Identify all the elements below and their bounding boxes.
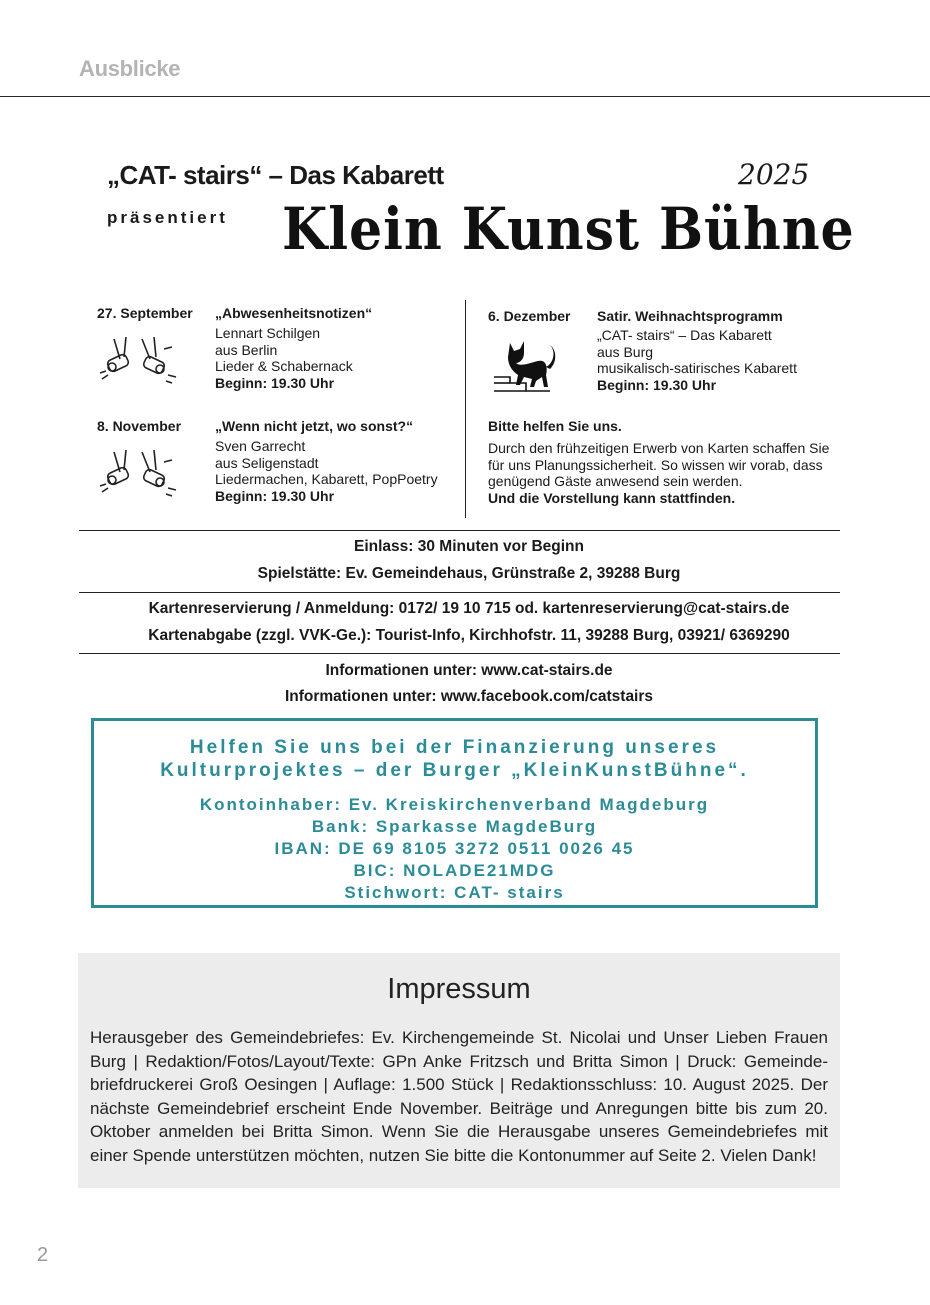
donation-headline-line-1: Helfen Sie uns bei der Finanzierung unseres	[189, 737, 720, 758]
event-1-time: Beginn: 19.30 Uhr	[215, 374, 335, 391]
help-text: Durch den frühzeitigen Erwerb von Karten schaffen Sie für uns Planungssicherheit. So wissen wir vorab, dass genügend Gäste anwesend sein werden.	[488, 440, 830, 489]
event-3-genre: musikalisch-satirisches Kabarett	[597, 360, 797, 376]
event-1-artist: Lennart Schilgen	[215, 325, 321, 341]
poster-year: 2025	[738, 158, 810, 191]
event-3-time: Beginn: 19.30 Uhr	[597, 376, 717, 393]
event-1-details	[215, 325, 353, 391]
presenter-name: „CAT- stairs“ – Das Kabarett	[107, 160, 444, 190]
event-3-details	[597, 327, 797, 393]
poster-title: Klein Kunst Bühne	[282, 195, 855, 263]
page-number: 2	[37, 1244, 49, 1266]
column-divider	[465, 300, 466, 518]
ticket-info: Kartenabgabe (zzgl. VVK-Ge.): Tourist-Info, Kirchhofstr. 11, 39288 Burg, 03921/ 6369290	[148, 627, 790, 644]
event-2-origin: aus Seligenstadt	[215, 454, 319, 471]
event-2-artist: Sven Garrecht	[215, 438, 306, 454]
event-3-artist: „CAT- stairs“ – Das Kabarett	[597, 327, 772, 343]
help-paragraph	[488, 440, 838, 506]
event-1-genre: Lieder & Schabernack	[215, 358, 353, 374]
donation-headline	[94, 736, 815, 782]
event-2-time: Beginn: 19.30 Uhr	[215, 487, 335, 504]
impressum-text: Herausgeber des Gemeindebriefes: Ev. Kirchengemeinde St. Nicolai und Unser Lieben Frauen Burg | Redaktion/Fotos/Layout/Texte: GPn Anke Fritzsch und Britta Simon | Druck: Gemeinde-briefdruckerei Groß Oesingen | Auflage: 1.500 Stück | Redaktionsschluss: 10. August 2025. Der nächste Gemeindebrief erscheint Ende November. Beiträge und Anregungen bitte bis zum 20. Oktober anmelden bei Britta Simon. Wenn Sie die Herausgabe unseres Gemeindebriefes mit einer Spende unterstützen möchten, nutzen Sie bitte die Kontonummer auf Seite 2. Vielen Dank!	[90, 1028, 828, 1165]
impressum-box	[78, 953, 840, 1188]
admission-info: Einlass: 30 Minuten vor Beginn	[354, 538, 584, 555]
keyword: Stichwort: CAT- stairs	[344, 883, 565, 902]
donation-headline-line-2: Kulturprojektes – der Burger „KleinKunstBühne“.	[160, 760, 749, 781]
bic: BIC: NOLADE21MDG	[353, 861, 556, 880]
event-1-date: 27. September	[97, 305, 193, 321]
account-holder: Kontoinhaber: Ev. Kreiskirchenverband Magdeburg	[199, 795, 710, 814]
help-heading: Bitte helfen Sie uns.	[488, 418, 622, 434]
event-2-title: „Wenn nicht jetzt, wo sonst?“	[215, 418, 414, 434]
cat-on-stairs-icon	[490, 337, 562, 400]
impressum-title: Impressum	[387, 973, 531, 1005]
venue-info: Spielstätte: Ev. Gemeindehaus, Grünstraße 2, 39288 Burg	[257, 565, 681, 582]
event-1-title: „Abwesenheitsnotizen“	[215, 305, 373, 321]
event-2-date: 8. November	[97, 418, 182, 434]
event-1-origin: aus Berlin	[215, 341, 278, 358]
event-2-details	[215, 438, 438, 504]
event-3-title: Satir. Weihnachtsprogramm	[597, 308, 783, 324]
event-3-origin: aus Burg	[597, 343, 654, 360]
website-info: Informationen unter: www.cat-stairs.de	[325, 662, 613, 679]
divider	[79, 592, 840, 593]
facebook-info: Informationen unter: www.facebook.com/catstairs	[284, 688, 654, 705]
reservation-info: Kartenreservierung / Anmeldung: 0172/ 19 10 715 od. kartenreservierung@cat-stairs.de	[148, 600, 790, 617]
divider	[79, 653, 840, 654]
spotlight-icon	[98, 450, 180, 503]
section-label: Ausblicke	[79, 56, 181, 81]
divider	[79, 530, 840, 531]
header-divider	[0, 96, 930, 97]
spotlight-icon	[98, 337, 180, 390]
iban: IBAN: DE 69 8105 3272 0511 0026 45	[274, 839, 635, 858]
event-2-genre: Liedermachen, Kabarett, PopPoetry	[215, 471, 438, 487]
donation-box	[91, 718, 818, 908]
bank-name: Bank: Sparkasse MagdeBurg	[311, 817, 598, 836]
presents-label: präsentiert	[107, 208, 228, 227]
help-closing: Und die Vorstellung kann stattfinden.	[488, 489, 736, 506]
bank-details	[94, 794, 815, 904]
event-3-date: 6. Dezember	[488, 308, 571, 324]
